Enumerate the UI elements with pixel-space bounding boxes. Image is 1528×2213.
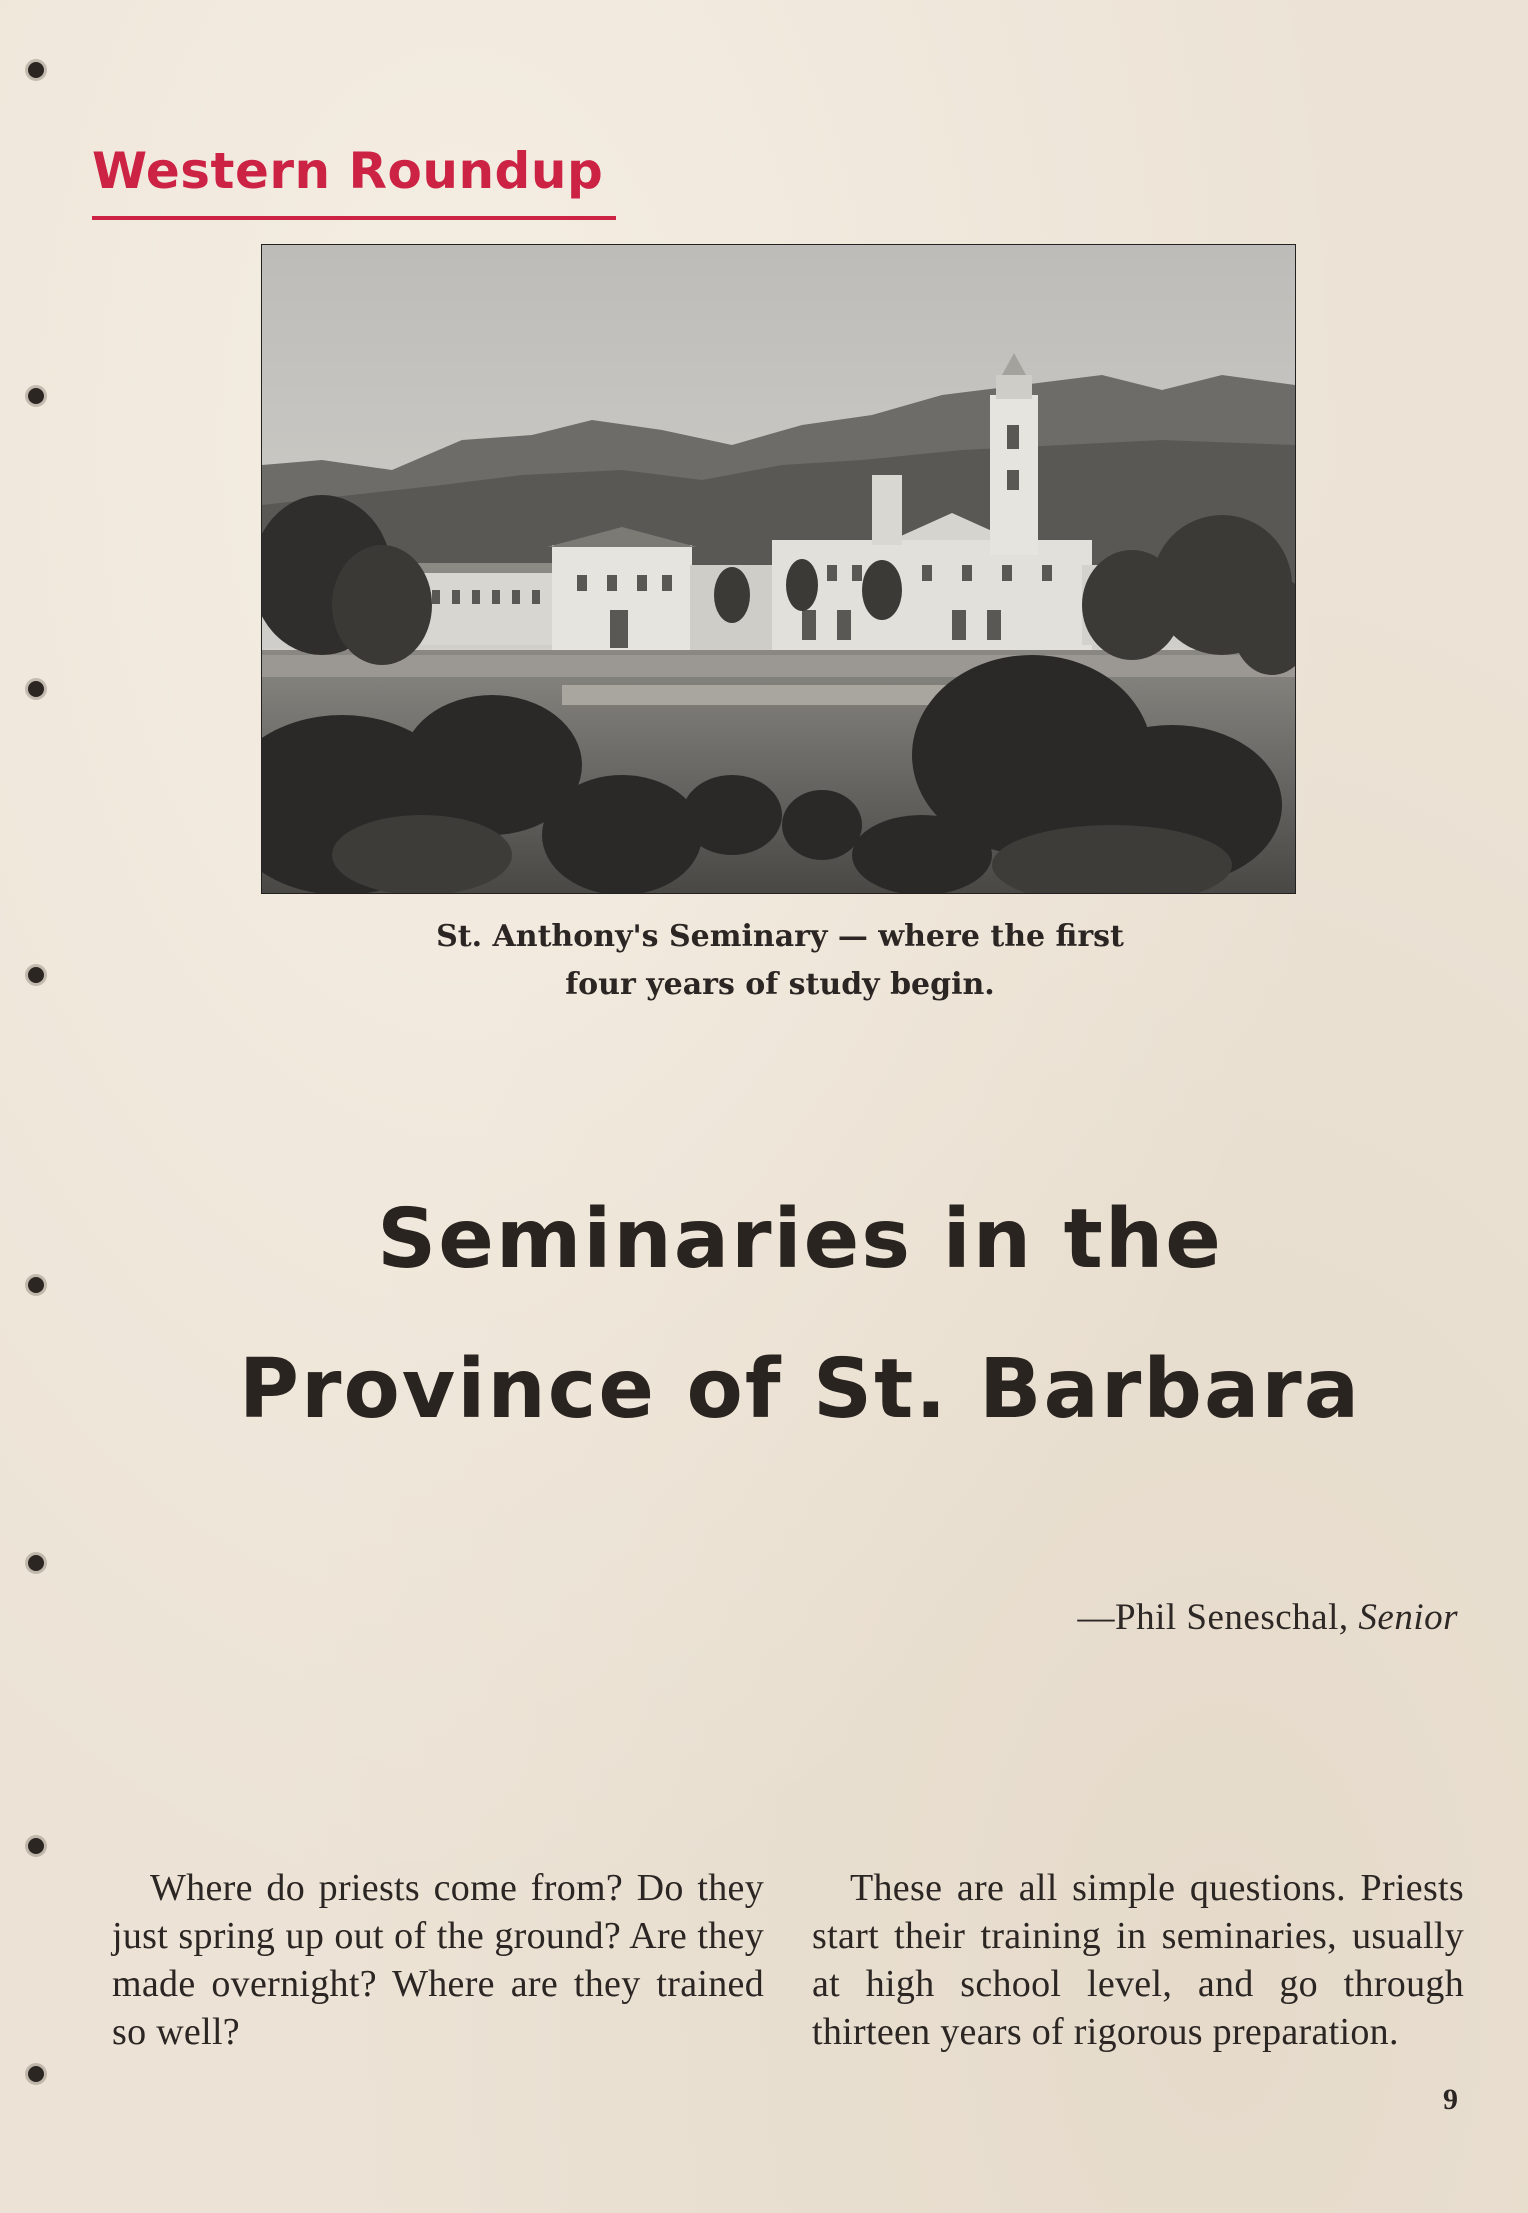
seminary-photo-illustration xyxy=(262,245,1295,893)
byline-author: —Phil Seneschal, xyxy=(1077,1597,1349,1638)
binder-hole xyxy=(28,681,44,697)
article-paragraph-left: Where do priests come from? Do they just spring up out of the ground? Are they made overnight? Where are they trained so well? xyxy=(112,1867,764,2053)
binder-hole xyxy=(28,1555,44,1571)
binder-hole xyxy=(28,1277,44,1293)
photo-caption-line1: St. Anthony's Seminary — where the first xyxy=(436,919,1124,954)
article-title-line1: Seminaries in the xyxy=(377,1192,1223,1287)
section-underline xyxy=(92,216,616,220)
article-title-line2: Province of St. Barbara xyxy=(238,1342,1362,1437)
binder-hole xyxy=(28,2066,44,2082)
binder-hole xyxy=(28,388,44,404)
article-paragraph-right: These are all simple questions. Priests start their training in seminaries, usually at high school level, and go through thirteen years of rigorous preparation. xyxy=(812,1867,1464,2053)
photo-caption-line2: four years of study begin. xyxy=(565,967,995,1002)
page-number: 9 xyxy=(1443,2083,1458,2116)
article-title xyxy=(100,1165,1500,1465)
binder-hole xyxy=(28,62,44,78)
seminary-photo xyxy=(261,244,1296,894)
binder-hole xyxy=(28,967,44,983)
photo-caption xyxy=(300,913,1260,1009)
binder-hole xyxy=(28,1838,44,1854)
byline xyxy=(1078,1596,1458,1639)
byline-role: Senior xyxy=(1358,1597,1458,1638)
section-label: Western Roundup xyxy=(92,142,604,200)
